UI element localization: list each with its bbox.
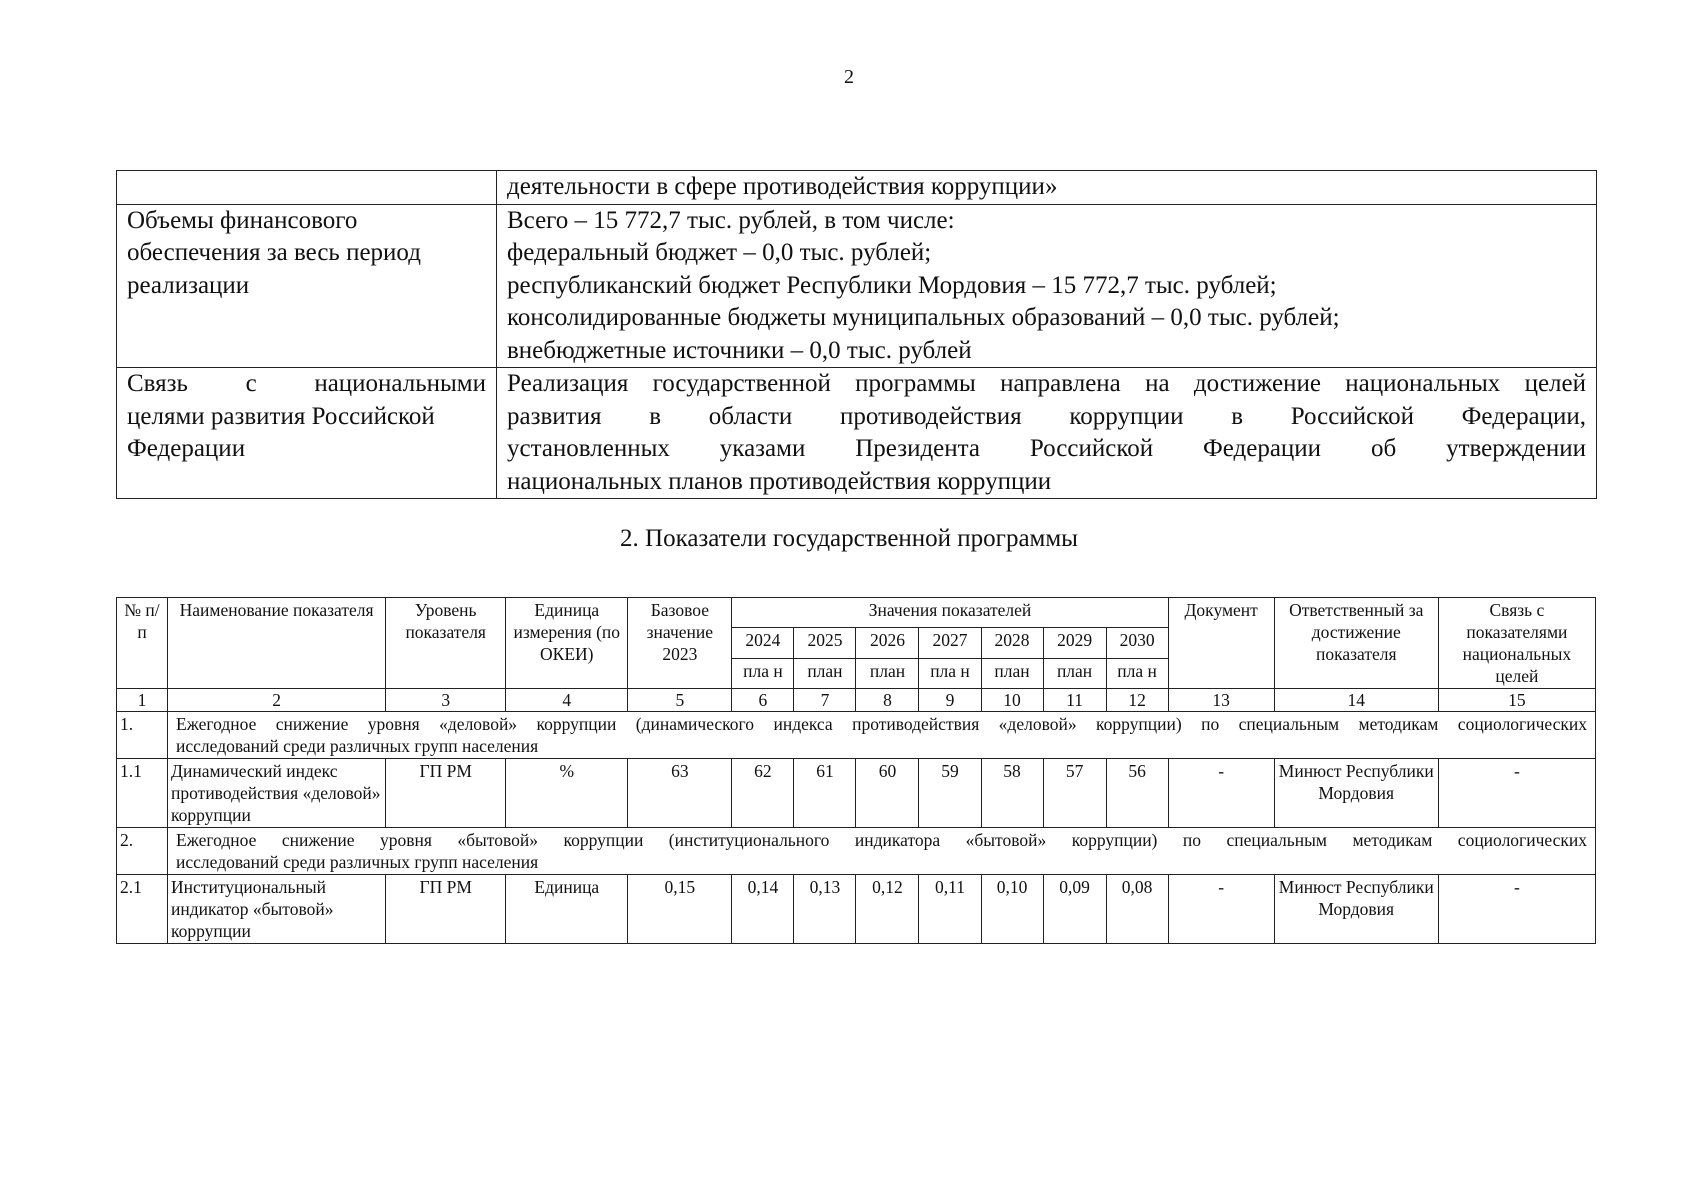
- column-number: 11: [1043, 689, 1106, 712]
- indicator-value: 0,09: [1043, 875, 1106, 944]
- finance-line: республиканский бюджет Республики Мордовия – 15 772,7 тыс. рублей;: [507, 271, 1277, 299]
- column-number: 10: [981, 689, 1043, 712]
- group-title-line: исследований среди различных групп населения: [176, 736, 539, 756]
- header-num: № п/п: [117, 598, 168, 689]
- passport-row-finance: [117, 204, 1597, 368]
- finance-line: внебюджетные источники – 0,0 тыс. рублей: [507, 336, 972, 364]
- finance-line: консолидированные бюджеты муниципальных образований – 0,0 тыс. рублей;: [507, 304, 1340, 331]
- indicator-value: 62: [732, 759, 794, 828]
- indicator-value: 0,08: [1106, 875, 1168, 944]
- column-number-row: [117, 689, 1596, 712]
- header-name: Наименование показателя: [168, 598, 386, 689]
- header-unit: Единица измерения (по ОКЕИ): [506, 598, 628, 689]
- indicator-responsible: Минюст Республики Мордовия: [1274, 875, 1438, 944]
- column-number: 12: [1106, 689, 1168, 712]
- indicator-value: 57: [1043, 759, 1106, 828]
- indicator-responsible: Минюст Республики Мордовия: [1274, 759, 1438, 828]
- section-title: 2. Показатели государственной программы: [620, 525, 1078, 552]
- column-number: 14: [1274, 689, 1438, 712]
- finance-line: федеральный бюджет – 0,0 тыс. рублей;: [507, 239, 932, 266]
- header-year: 2027: [919, 628, 981, 658]
- goals-text-line: развития в области противодействия коррупции в Российской Федерации,: [507, 402, 1586, 430]
- passport-table: [116, 170, 1597, 499]
- column-number: 8: [856, 689, 919, 712]
- group-title-line: Ежегодное снижение уровня «деловой» коррупции (динамического индекса противодействия «деловой» коррупции) по специальным методикам социологических: [176, 714, 1587, 734]
- column-number: 13: [1168, 689, 1274, 712]
- finance-label-line: реализации: [127, 271, 250, 299]
- column-number: 6: [732, 689, 794, 712]
- indicator-value: 60: [856, 759, 919, 828]
- indicator-name: Институциональный индикатор «бытовой» коррупции: [168, 875, 386, 944]
- header-plan: план: [794, 658, 856, 688]
- header-level: Уровень показателя: [386, 598, 506, 689]
- indicator-value: 0,14: [732, 875, 794, 944]
- indicator-unit: Единица: [506, 875, 628, 944]
- column-number: 1: [117, 689, 168, 712]
- header-plan: пла н: [919, 658, 981, 688]
- indicator-value: 0,13: [794, 875, 856, 944]
- header-responsible: Ответственный за достижение показателя: [1274, 598, 1438, 689]
- column-number: 7: [794, 689, 856, 712]
- group-row: [117, 712, 1596, 759]
- goals-text-line: установленных указами Президента Российской Федерации об утверждении: [507, 435, 1586, 462]
- group-title: [168, 712, 1596, 759]
- finance-value: [497, 204, 1597, 368]
- indicator-link: -: [1438, 759, 1595, 828]
- column-number: 3: [386, 689, 506, 712]
- indicator-link: -: [1438, 875, 1595, 944]
- header-year: 2024: [732, 628, 794, 658]
- finance-label-line: Объемы финансового: [127, 206, 358, 234]
- header-plan: план: [1043, 658, 1106, 688]
- indicator-value: 0,10: [981, 875, 1043, 944]
- indicators-table: [116, 597, 1596, 944]
- goals-label-line: целями развития Российской: [127, 402, 435, 430]
- group-title: [168, 828, 1596, 875]
- group-title-line: Ежегодное снижение уровня «бытовой» коррупции (институционального индикатора «бытовой» коррупции) по специальным методикам социологических: [176, 830, 1587, 850]
- passport-empty-cell: [117, 171, 497, 205]
- indicator-unit: %: [506, 759, 628, 828]
- finance-label: [117, 204, 497, 368]
- indicator-num: 2.1: [117, 875, 168, 944]
- indicator-value: 61: [794, 759, 856, 828]
- indicator-row: [117, 759, 1596, 828]
- header-values: Значения показателей: [732, 598, 1168, 628]
- finance-label-line: обеспечения за весь период: [127, 239, 421, 266]
- goals-label-line: Федерации: [127, 435, 246, 462]
- indicator-name: Динамический индекс противодействия «деловой» коррупции: [168, 759, 386, 828]
- goals-label-line: Связь с национальными: [127, 370, 486, 397]
- indicator-document: -: [1168, 875, 1274, 944]
- group-num: 1.: [117, 712, 168, 759]
- passport-row-goals: [117, 368, 1597, 499]
- goals-text-line: национальных планов противодействия коррупции: [507, 467, 1052, 495]
- header-link: Связь с показателями национальных целей: [1438, 598, 1595, 689]
- indicator-base: 0,15: [628, 875, 732, 944]
- goals-value: [497, 368, 1597, 499]
- indicator-level: ГП РМ: [386, 875, 506, 944]
- indicator-value: 59: [919, 759, 981, 828]
- header-row-1: [117, 598, 1596, 628]
- goals-label: [117, 368, 497, 499]
- indicator-row: [117, 875, 1596, 944]
- header-year: 2025: [794, 628, 856, 658]
- header-plan: план: [981, 658, 1043, 688]
- indicator-level: ГП РМ: [386, 759, 506, 828]
- header-base: Базовое значение 2023: [628, 598, 732, 689]
- indicator-num: 1.1: [117, 759, 168, 828]
- page-number: 2: [844, 66, 854, 88]
- passport-continuation-text: деятельности в сфере противодействия коррупции»: [497, 171, 1597, 205]
- indicator-document: -: [1168, 759, 1274, 828]
- goals-text-line: Реализация государственной программы направлена на достижение национальных целей: [507, 370, 1586, 397]
- column-number: 5: [628, 689, 732, 712]
- indicator-value: 58: [981, 759, 1043, 828]
- header-plan: пла н: [732, 658, 794, 688]
- column-number: 4: [506, 689, 628, 712]
- column-number: 2: [168, 689, 386, 712]
- group-row: [117, 828, 1596, 875]
- indicator-value: 0,12: [856, 875, 919, 944]
- finance-line: Всего – 15 772,7 тыс. рублей, в том числе:: [507, 206, 955, 234]
- header-plan: план: [856, 658, 919, 688]
- header-year: 2030: [1106, 628, 1168, 658]
- group-num: 2.: [117, 828, 168, 875]
- group-title-line: исследований среди различных групп населения: [176, 852, 539, 872]
- indicator-value: 0,11: [919, 875, 981, 944]
- header-document: Документ: [1168, 598, 1274, 689]
- header-plan: пла н: [1106, 658, 1168, 688]
- header-year: 2028: [981, 628, 1043, 658]
- header-year: 2029: [1043, 628, 1106, 658]
- indicator-base: 63: [628, 759, 732, 828]
- column-number: 9: [919, 689, 981, 712]
- column-number: 15: [1438, 689, 1595, 712]
- header-year: 2026: [856, 628, 919, 658]
- indicator-value: 56: [1106, 759, 1168, 828]
- passport-row-continuation: [117, 171, 1597, 205]
